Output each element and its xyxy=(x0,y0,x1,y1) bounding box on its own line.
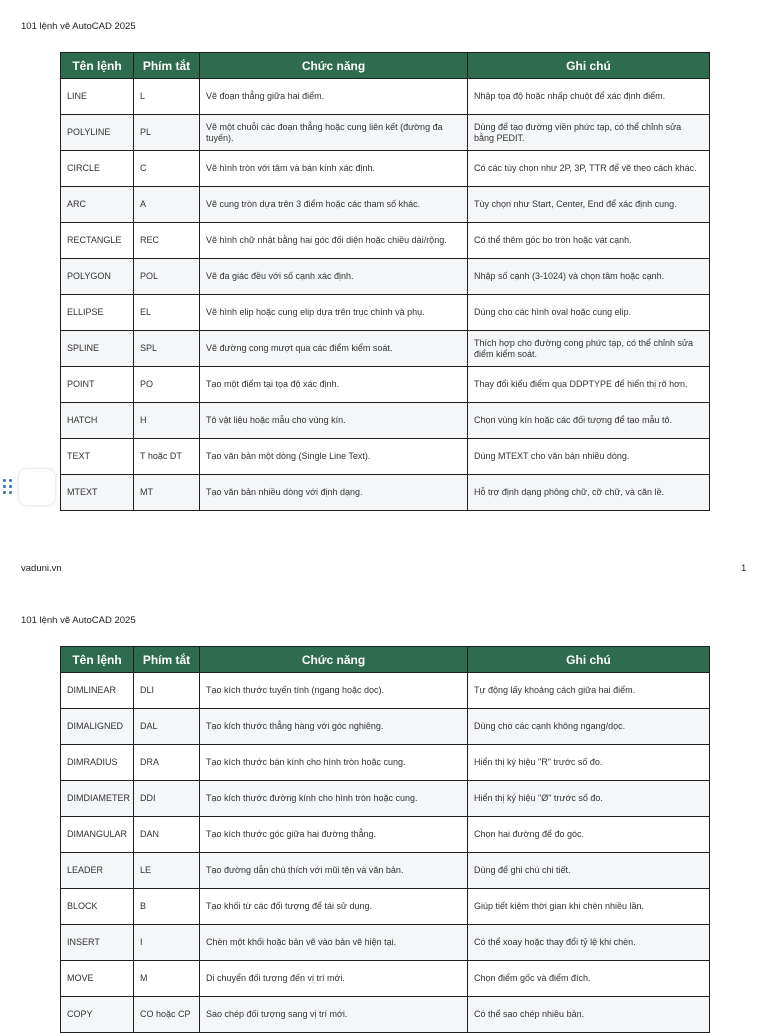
function-cell: Tạo văn bản nhiều dòng với định dạng. xyxy=(200,475,468,511)
shortcut-cell: CO hoặc CP xyxy=(134,997,200,1033)
command-name-cell: DIMDIAMETER xyxy=(61,781,134,817)
command-name-cell: DIMLINEAR xyxy=(61,673,134,709)
command-name-cell: BLOCK xyxy=(61,889,134,925)
command-name-cell: HATCH xyxy=(61,403,134,439)
note-cell: Dùng cho các hình oval hoặc cung elip. xyxy=(468,295,710,331)
shortcut-cell: DAN xyxy=(134,817,200,853)
note-cell: Hỗ trợ định dạng phông chữ, cỡ chữ, và căn lề. xyxy=(468,475,710,511)
table-row xyxy=(61,817,710,853)
function-cell: Chèn một khối hoặc bản vẽ vào bản vẽ hiện tại. xyxy=(200,925,468,961)
shortcut-cell: M xyxy=(134,961,200,997)
function-cell: Vẽ cung tròn dựa trên 3 điểm hoặc các tham số khác. xyxy=(200,187,468,223)
shortcut-cell: C xyxy=(134,151,200,187)
shortcut-cell: PO xyxy=(134,367,200,403)
table-row xyxy=(61,403,710,439)
shortcut-cell: DDI xyxy=(134,781,200,817)
table-header-row xyxy=(61,647,710,673)
note-cell: Dùng cho các cạnh không ngang/dọc. xyxy=(468,709,710,745)
command-table xyxy=(60,646,710,1033)
function-cell: Vẽ một chuỗi các đoạn thẳng hoặc cung liên kết (đường đa tuyến). xyxy=(200,115,468,151)
shortcut-cell: DRA xyxy=(134,745,200,781)
command-name-cell: DIMALIGNED xyxy=(61,709,134,745)
note-cell: Dùng MTEXT cho văn bản nhiều dòng. xyxy=(468,439,710,475)
command-name-cell: DIMRADIUS xyxy=(61,745,134,781)
drag-handle-icon[interactable] xyxy=(3,479,13,495)
note-cell: Chọn hai đường để đo góc. xyxy=(468,817,710,853)
shortcut-cell: B xyxy=(134,889,200,925)
shortcut-cell: T hoặc DT xyxy=(134,439,200,475)
shortcut-cell: EL xyxy=(134,295,200,331)
command-name-cell: MTEXT xyxy=(61,475,134,511)
shortcut-cell: PL xyxy=(134,115,200,151)
table-row xyxy=(61,331,710,367)
column-header-function: Chức năng xyxy=(200,647,468,673)
table-row xyxy=(61,673,710,709)
table-row xyxy=(61,439,710,475)
note-cell: Tự động lấy khoảng cách giữa hai điểm. xyxy=(468,673,710,709)
table-row xyxy=(61,997,710,1033)
note-cell: Chọn vùng kín hoặc các đối tượng để tạo mẫu tô. xyxy=(468,403,710,439)
function-cell: Tạo đường dẫn chú thích với mũi tên và văn bản. xyxy=(200,853,468,889)
command-name-cell: COPY xyxy=(61,997,134,1033)
table-row xyxy=(61,961,710,997)
note-cell: Hiển thị ký hiệu "Ø" trước số đo. xyxy=(468,781,710,817)
page-header: 101 lệnh vẽ AutoCAD 2025 xyxy=(21,21,136,32)
shortcut-cell: POL xyxy=(134,259,200,295)
page-header: 101 lệnh vẽ AutoCAD 2025 xyxy=(21,615,136,626)
column-header-command: Tên lệnh xyxy=(61,53,134,79)
note-cell: Hiển thị ký hiệu "R" trước số đo. xyxy=(468,745,710,781)
table-row xyxy=(61,151,710,187)
column-header-note: Ghi chú xyxy=(468,647,710,673)
table-row xyxy=(61,925,710,961)
column-header-shortcut: Phím tắt xyxy=(134,53,200,79)
page-separator xyxy=(0,585,768,600)
function-cell: Vẽ đoạn thẳng giữa hai điểm. xyxy=(200,79,468,115)
shortcut-cell: MT xyxy=(134,475,200,511)
command-name-cell: POLYGON xyxy=(61,259,134,295)
table-row xyxy=(61,223,710,259)
table-row xyxy=(61,187,710,223)
document-page-2 xyxy=(0,600,768,1024)
note-cell: Dùng để ghi chú chi tiết. xyxy=(468,853,710,889)
shortcut-cell: I xyxy=(134,925,200,961)
table-row xyxy=(61,781,710,817)
command-name-cell: POINT xyxy=(61,367,134,403)
function-cell: Tạo kích thước đường kính cho hình tròn hoặc cung. xyxy=(200,781,468,817)
note-cell: Tùy chọn như Start, Center, End để xác định cung. xyxy=(468,187,710,223)
table-row xyxy=(61,889,710,925)
shortcut-cell: SPL xyxy=(134,331,200,367)
note-cell: Có thể thêm góc bo tròn hoặc vát cạnh. xyxy=(468,223,710,259)
function-cell: Vẽ hình tròn với tâm và bán kính xác định. xyxy=(200,151,468,187)
command-name-cell: MOVE xyxy=(61,961,134,997)
table-row xyxy=(61,745,710,781)
command-name-cell: SPLINE xyxy=(61,331,134,367)
shortcut-cell: DAL xyxy=(134,709,200,745)
table-row xyxy=(61,475,710,511)
column-header-function: Chức năng xyxy=(200,53,468,79)
function-cell: Tạo một điểm tại tọa độ xác định. xyxy=(200,367,468,403)
column-header-shortcut: Phím tắt xyxy=(134,647,200,673)
function-cell: Tạo kích thước bán kính cho hình tròn hoặc cung. xyxy=(200,745,468,781)
function-cell: Vẽ hình chữ nhật bằng hai góc đối diện hoặc chiều dài/rộng. xyxy=(200,223,468,259)
shortcut-cell: L xyxy=(134,79,200,115)
shortcut-cell: H xyxy=(134,403,200,439)
floating-toolbar-button[interactable] xyxy=(19,469,55,505)
function-cell: Tạo kích thước góc giữa hai đường thẳng. xyxy=(200,817,468,853)
command-name-cell: LEADER xyxy=(61,853,134,889)
table-body xyxy=(61,673,710,1033)
command-name-cell: TEXT xyxy=(61,439,134,475)
note-cell: Giúp tiết kiệm thời gian khi chèn nhiều lần. xyxy=(468,889,710,925)
page-number: 1 xyxy=(741,563,747,574)
function-cell: Tạo kích thước tuyến tính (ngang hoặc dọc). xyxy=(200,673,468,709)
command-name-cell: RECTANGLE xyxy=(61,223,134,259)
note-cell: Dùng để tạo đường viền phức tạp, có thể chỉnh sửa bằng PEDIT. xyxy=(468,115,710,151)
table-row xyxy=(61,853,710,889)
command-name-cell: DIMANGULAR xyxy=(61,817,134,853)
table-row xyxy=(61,295,710,331)
table-body xyxy=(61,79,710,511)
column-header-note: Ghi chú xyxy=(468,53,710,79)
command-table xyxy=(60,52,710,511)
note-cell: Thay đổi kiểu điểm qua DDPTYPE để hiển thị rõ hơn. xyxy=(468,367,710,403)
table-row xyxy=(61,115,710,151)
table-row xyxy=(61,709,710,745)
note-cell: Có thể sao chép nhiều bản. xyxy=(468,997,710,1033)
command-name-cell: ARC xyxy=(61,187,134,223)
command-name-cell: CIRCLE xyxy=(61,151,134,187)
note-cell: Có thể xoay hoặc thay đổi tỷ lệ khi chèn. xyxy=(468,925,710,961)
note-cell: Chọn điểm gốc và điểm đích. xyxy=(468,961,710,997)
command-name-cell: POLYLINE xyxy=(61,115,134,151)
note-cell: Thích hợp cho đường cong phức tạp, có thể chỉnh sửa điểm kiểm soát. xyxy=(468,331,710,367)
note-cell: Nhập số cạnh (3-1024) và chọn tâm hoặc cạnh. xyxy=(468,259,710,295)
shortcut-cell: A xyxy=(134,187,200,223)
column-header-command: Tên lệnh xyxy=(61,647,134,673)
function-cell: Tạo kích thước thẳng hàng với góc nghiêng. xyxy=(200,709,468,745)
function-cell: Vẽ hình elip hoặc cung elip dựa trên trục chính và phụ. xyxy=(200,295,468,331)
note-cell: Có các tùy chọn như 2P, 3P, TTR để vẽ theo cách khác. xyxy=(468,151,710,187)
command-name-cell: INSERT xyxy=(61,925,134,961)
command-name-cell: ELLIPSE xyxy=(61,295,134,331)
note-cell: Nhập tọa độ hoặc nhấp chuột để xác định điểm. xyxy=(468,79,710,115)
shortcut-cell: DLI xyxy=(134,673,200,709)
table-header-row xyxy=(61,53,710,79)
function-cell: Tạo văn bản một dòng (Single Line Text). xyxy=(200,439,468,475)
table-row xyxy=(61,79,710,115)
function-cell: Vẽ đa giác đều với số cạnh xác định. xyxy=(200,259,468,295)
shortcut-cell: REC xyxy=(134,223,200,259)
function-cell: Sao chép đối tượng sang vị trí mới. xyxy=(200,997,468,1033)
function-cell: Vẽ đường cong mượt qua các điểm kiểm soát. xyxy=(200,331,468,367)
table-row xyxy=(61,259,710,295)
page-footer-site: vaduni.vn xyxy=(21,563,62,574)
command-name-cell: LINE xyxy=(61,79,134,115)
shortcut-cell: LE xyxy=(134,853,200,889)
function-cell: Tô vật liệu hoặc mẫu cho vùng kín. xyxy=(200,403,468,439)
table-row xyxy=(61,367,710,403)
function-cell: Tạo khối từ các đối tượng để tái sử dụng. xyxy=(200,889,468,925)
function-cell: Di chuyển đối tượng đến vị trí mới. xyxy=(200,961,468,997)
